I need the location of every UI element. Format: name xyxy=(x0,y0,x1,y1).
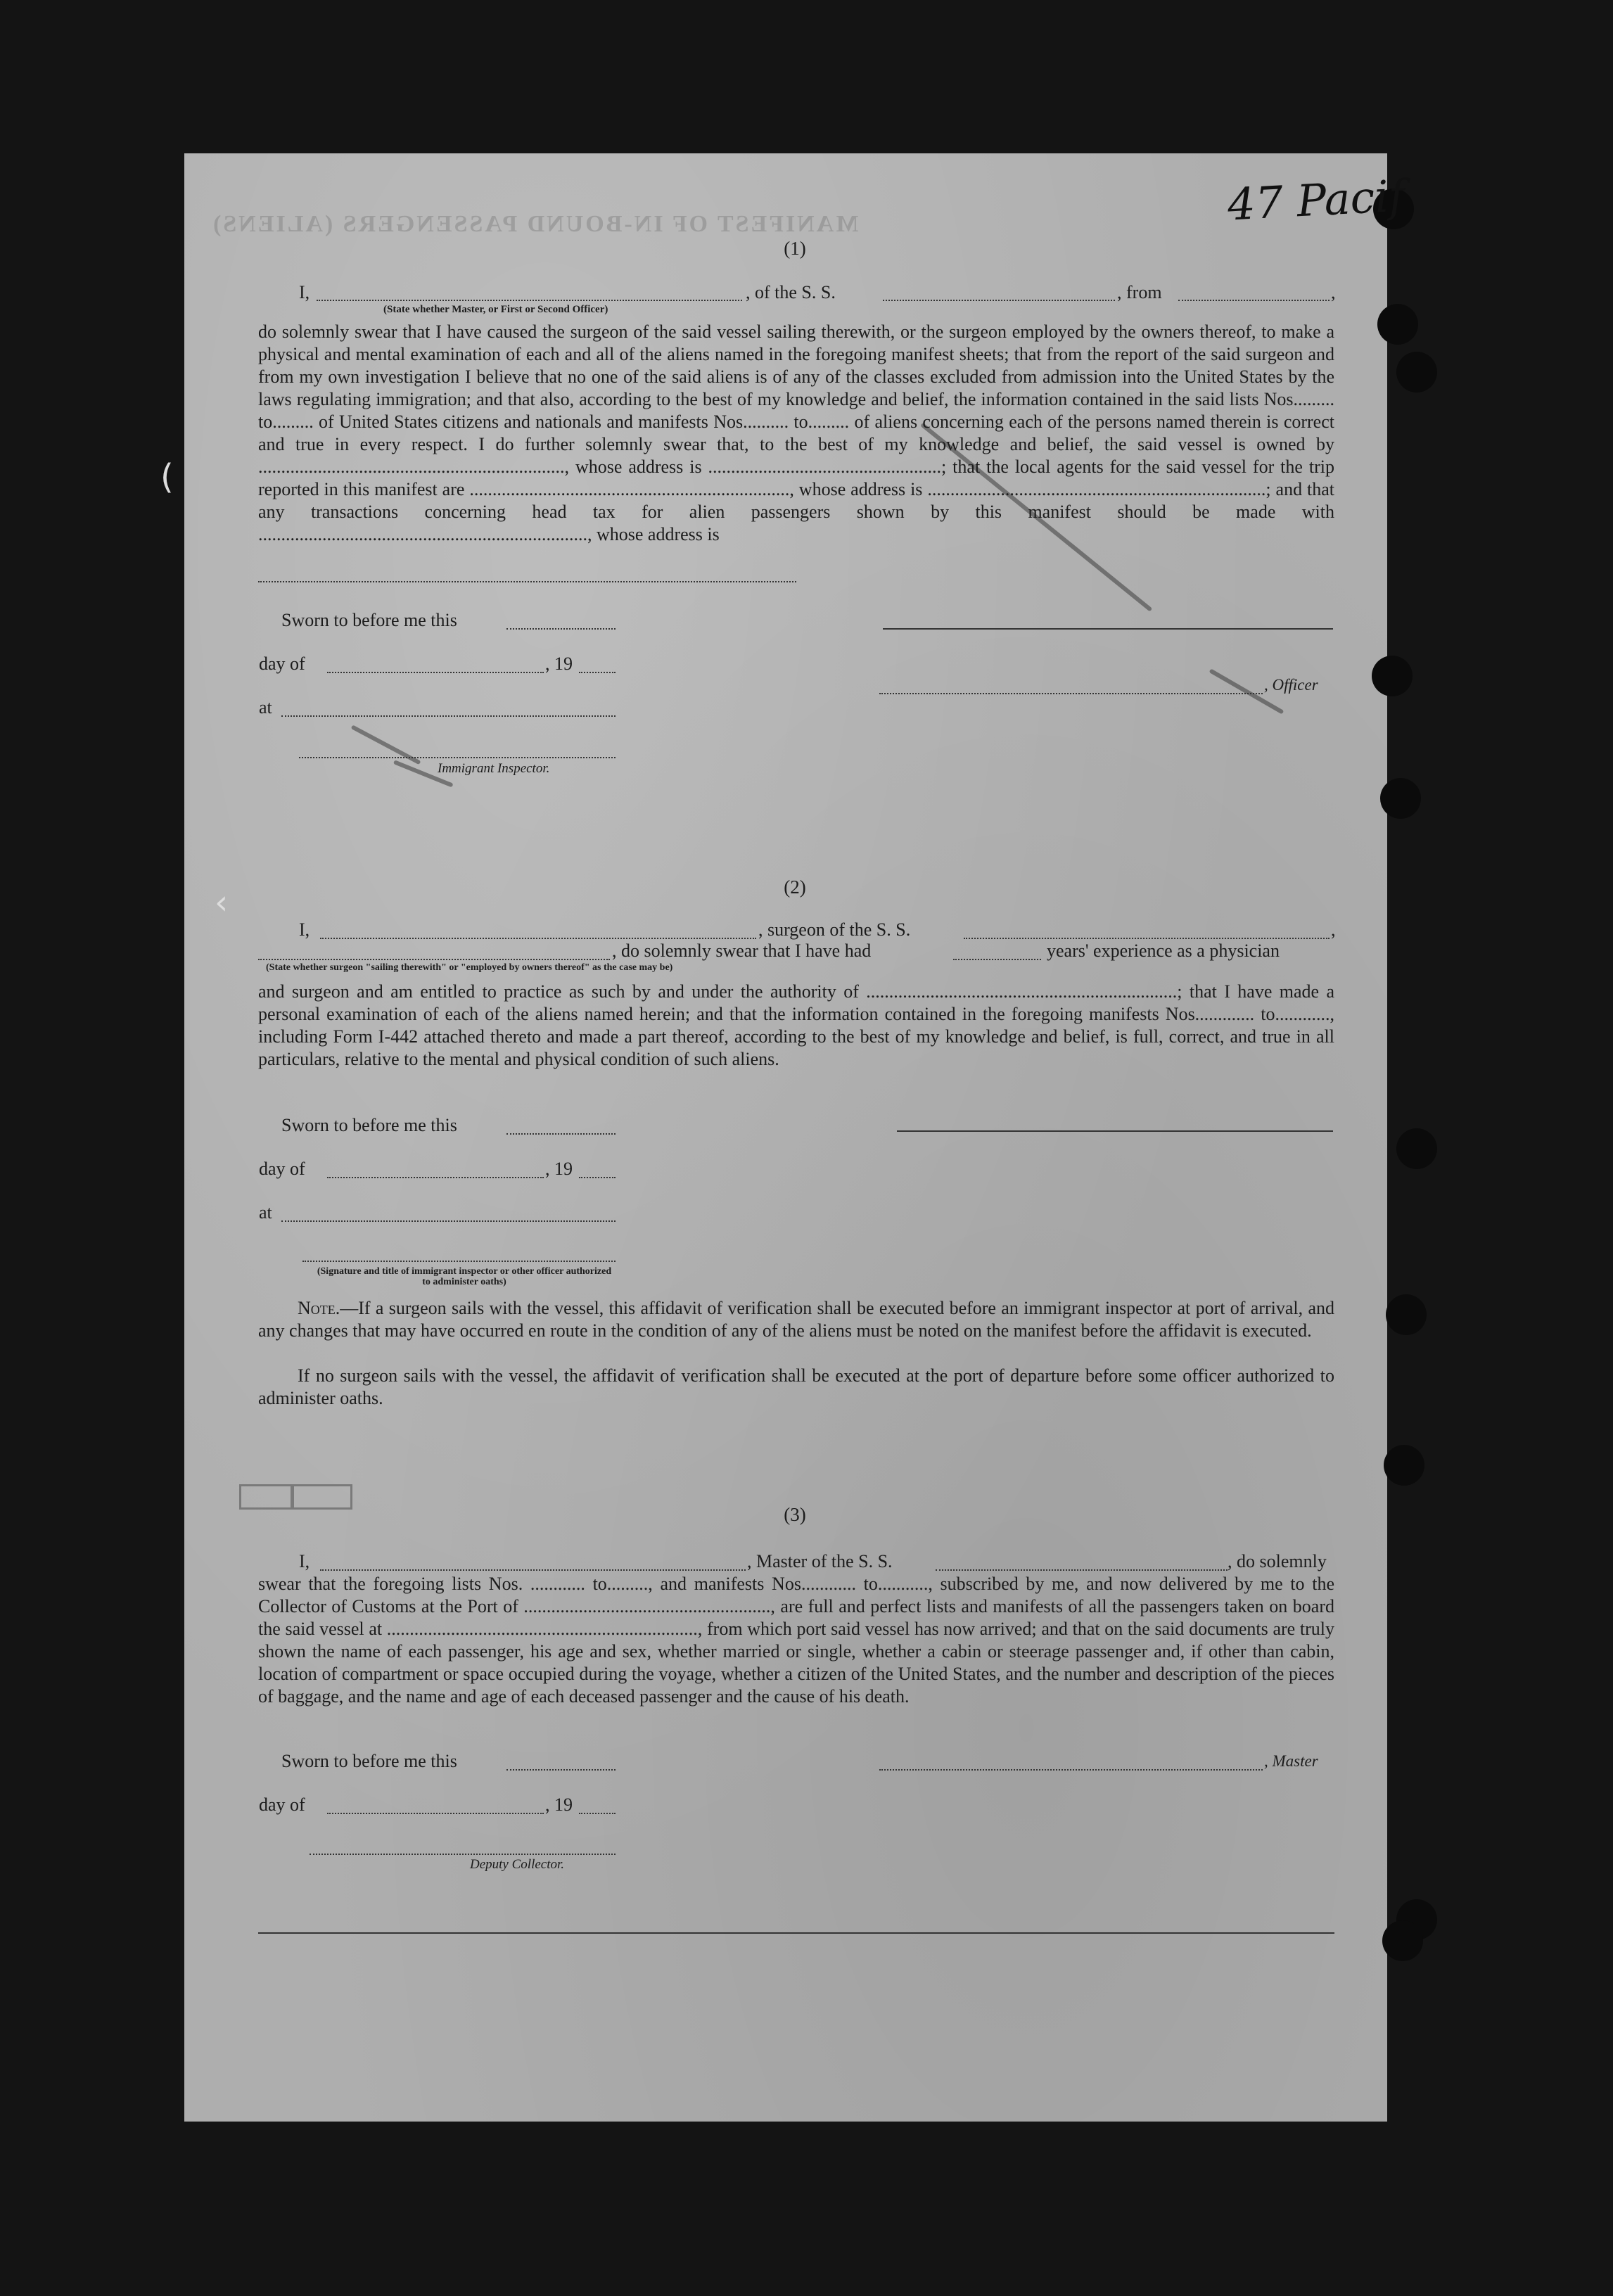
officer-signature-line xyxy=(883,628,1333,630)
section-1-line-from: , from xyxy=(1117,282,1162,302)
binding-hole xyxy=(1382,1920,1423,1961)
collector-signature-field xyxy=(310,1854,616,1855)
binding-hole xyxy=(1386,1294,1427,1335)
year-field xyxy=(579,1177,616,1178)
sworn-date-field xyxy=(506,1769,616,1771)
section-3-line-i: I, xyxy=(299,1551,310,1571)
binding-hole xyxy=(1377,304,1418,345)
section-3-line-end: , do solemnly xyxy=(1228,1551,1327,1571)
officer-name-field xyxy=(879,693,1263,694)
binding-hole xyxy=(1396,1128,1437,1169)
binding-hole xyxy=(1380,778,1421,819)
note-label: Note. xyxy=(298,1298,340,1318)
bleed-through-header: MANIFEST OF IN-BOUND PASSENGERS (ALIENS) xyxy=(211,211,859,237)
inspector-signature-field xyxy=(302,1261,616,1262)
note-text xyxy=(258,1297,1334,1342)
handwritten-note: 47 Pacif xyxy=(1226,170,1406,231)
section-2-line-ss: , surgeon of the S. S. xyxy=(758,919,911,940)
section-2-line-end: , xyxy=(1331,919,1336,940)
section-1-caption: (State whether Master, or First or Second Officer) xyxy=(383,304,608,315)
bleed-through-stamp xyxy=(239,1484,293,1510)
note-2-text: If no surgeon sails with the vessel, the affidavit of verification shall be executed at the port of departure before some officer authorized to administer oaths. xyxy=(258,1365,1334,1408)
immigrant-inspector-label: Immigrant Inspector. xyxy=(438,761,550,776)
binding-hole xyxy=(1372,656,1413,696)
inspector-signature-field xyxy=(299,757,616,758)
surgeon-signature-line xyxy=(897,1130,1333,1132)
day-field xyxy=(327,1813,544,1814)
section-3-number: (3) xyxy=(784,1504,806,1525)
year-label: , 19 xyxy=(545,653,573,674)
section-1-line-end: , xyxy=(1331,282,1336,302)
master-name-field xyxy=(320,1569,746,1571)
day-of-label: day of xyxy=(259,653,305,674)
port-field xyxy=(1178,300,1330,301)
section-1-oath-text: do solemnly swear that I have caused the surgeon of the said vessel sailing therewith, or the surgeon employed by the owners thereof, to make a physical and mental examination of each and all of the aliens named in the foregoing manifest sheets; that from the report of the said surgeon and from my own investigation I believe that no one of the said aliens is of any of the classes excluded from admission into the United States by the laws regulating immigration; and that also, according to the best of my knowledge and belief, the information contained in the said lists Nos......... to......... of United States citizens and nationals and manifests Nos.......... to......... of aliens concerning each of the persons named therein is correct and true in every respect. I do further solemnly swear that, to the best of my knowledge and belief, the said vessel is owned by ..................................................................., whose address is ...................................................; that the local agents for the said vessel for the trip reported in this manifest are ......................................................................, whose address is ..........................................................................; and that any transactions concerning head tax for alien passengers shown by this manifest should be made with ........................................................................, whose address is xyxy=(258,321,1334,544)
binding-hole xyxy=(1384,1445,1424,1486)
section-2-caption: (State whether surgeon "sailing therewith" or "employed by owners thereof" as the case may be) xyxy=(266,962,673,973)
years-field xyxy=(953,959,1041,960)
vessel-field xyxy=(883,300,1115,301)
surgeon-vessel-field xyxy=(964,938,1330,939)
section-1-line-i: I, xyxy=(299,282,310,302)
day-field xyxy=(327,672,544,673)
day-of-label: day of xyxy=(259,1794,305,1815)
master-signature-field xyxy=(879,1769,1263,1771)
section-3-line-master: , Master of the S. S. xyxy=(747,1551,893,1571)
section-2-line-2b: years' experience as a physician xyxy=(1047,940,1280,961)
section-1-line-ss: , of the S. S. xyxy=(746,282,836,302)
sworn-label: Sworn to before me this xyxy=(281,1115,457,1135)
master-label: , Master xyxy=(1264,1752,1318,1770)
sworn-date-field xyxy=(506,628,616,630)
margin-bracket-mark: ‹ xyxy=(215,883,229,922)
master-vessel-field xyxy=(936,1569,1228,1571)
bottom-rule xyxy=(258,1932,1334,1934)
at-label: at xyxy=(259,697,272,718)
officer-label: , Officer xyxy=(1264,676,1318,694)
year-label: , 19 xyxy=(545,1159,573,1179)
note-body: —If a surgeon sails with the vessel, this affidavit of verification shall be executed before an immigrant inspector at port of arrival, and any changes that may have occurred en route in the condition of any of the aliens must be noted on the manifest before the affidavit is executed. xyxy=(258,1298,1334,1341)
surgeon-name-field xyxy=(320,938,756,939)
sworn-label: Sworn to before me this xyxy=(281,610,457,630)
bleed-through-stamp xyxy=(292,1484,352,1510)
section-2-line-2: , do solemnly swear that I have had xyxy=(612,940,872,961)
year-field xyxy=(579,1813,616,1814)
at-field xyxy=(281,715,616,717)
address-continuation-field xyxy=(258,581,796,582)
year-label: , 19 xyxy=(545,1794,573,1815)
section-3-oath-text: swear that the foregoing lists Nos. ............ to........., and manifests Nos............ to..........., subscribed by me, and now delivered by me to the Collector of Customs at the Port of ......................................................, are full and perfect lists and manifests of all the passengers taken on board the said vessel at ...................................................................., from which port said vessel has now arrived; and that on the said documents are truly shown the name of each passenger, his age and sex, whether married or single, whether a cabin or steerage passenger and, if other than cabin, location of compartment or space occupied during the voyage, whether a citizen of the United States, and the number and description of the pieces of baggage, and the name and age of each deceased passenger and the cause of his death. xyxy=(258,1574,1334,1707)
at-field xyxy=(281,1220,616,1222)
section-1-number: (1) xyxy=(784,238,806,259)
section-2-oath-text: and surgeon and am entitled to practice as such by and under the authority of ....................................................................; that I have made a personal examination of each of the aliens named herein; and that the information contained in the foregoing manifests Nos............. to............, including Form I-442 attached thereto and made a part thereof, according to the best of my knowledge and belief, is full, correct, and true in all particulars, relative to the mental and physical condition of such aliens. xyxy=(258,981,1334,1069)
margin-bracket-mark: ( xyxy=(160,457,174,497)
section-2-number: (2) xyxy=(784,876,806,898)
binding-hole xyxy=(1396,352,1437,393)
section-2-line-i: I, xyxy=(299,919,310,940)
day-of-label: day of xyxy=(259,1159,305,1179)
signature-caption: (Signature and title of immigrant inspector or other officer authorized to administer oaths) xyxy=(317,1266,612,1287)
year-field xyxy=(579,672,616,673)
surgeon-status-field xyxy=(258,959,610,960)
at-label: at xyxy=(259,1202,272,1223)
sworn-label: Sworn to before me this xyxy=(281,1751,457,1771)
day-field xyxy=(327,1177,544,1178)
sworn-date-field xyxy=(506,1133,616,1135)
deputy-collector-label: Deputy Collector. xyxy=(470,1857,565,1872)
name-field xyxy=(317,300,742,301)
